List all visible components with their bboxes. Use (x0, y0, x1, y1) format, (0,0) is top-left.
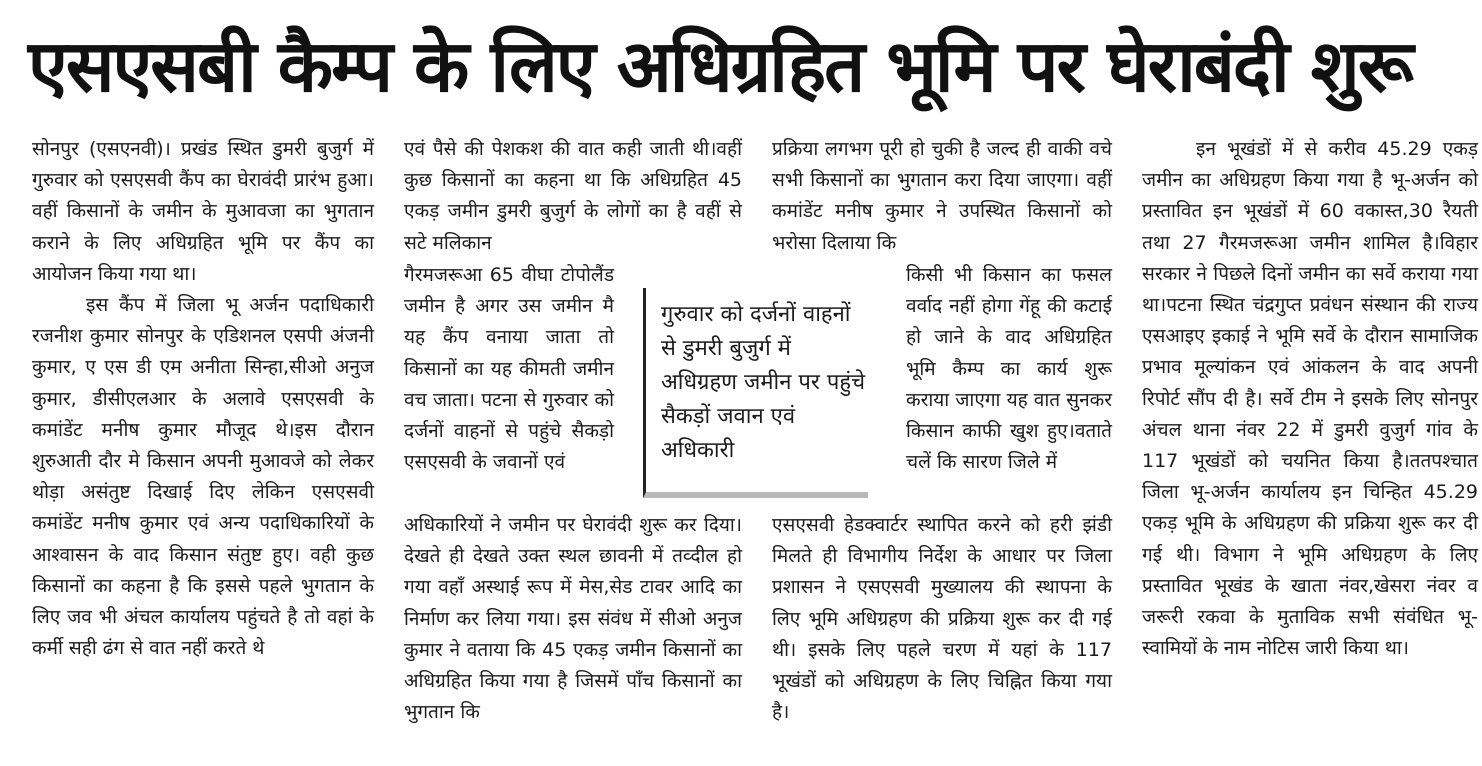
article-paragraph: सोनपुर (एसएनवी)। प्रखंड स्थित डुमरी बुजुर्ग में गुरुवार को एसएसवी कैंप का घेरावंदी प्रारंभ हुआ।वहीं किसानों के जमीन के मुआवजा का भुगतान कराने के लिए अधिग्रहित भूमि पर कैंप का आयोजन किया गया था। (32, 138, 374, 285)
pull-quote (643, 288, 868, 498)
article-column-2-wrap (404, 260, 614, 478)
headline: एसएसबी कैम्प के लिए अधिग्रहित भूमि पर घेराबंदी शुरू (28, 24, 1412, 108)
article-paragraph: किसी भी किसान का फसल वर्वाद नहीं होगा गेंहू की कटाई हो जाने के वाद अधिग्रहित भूमि कैम्प का कार्य शुरू कराया जाएगा यह वात सुनकर किसान काफी खुश हुए।वताते चलें कि सारण जिले में (906, 264, 1112, 474)
article-paragraph: अधिकारियों ने जमीन पर घेरावंदी शुरू कर दिया।देखते ही देखते उक्त स्थल छावनी में तव्दील हो गया वहाँ अस्थाई रूप में मेस,सेड टावर आदि का निर्माण कर लिया गया। इस संवंध में सीओ अनुज कुमार ने वताया कि 45 एकड़ जमीन किसानों का अधिग्रहित किया गया है जिसमें पाँच किसानों का भुगतान कि (404, 514, 742, 724)
article-paragraph: एसएसवी हेडक्वार्टर स्थापित करने को हरी झंडी मिलते ही विभागीय निर्देश के आधार पर जिला प्रशासन ने एसएसवी मुख्यालय की स्थापना के लिए भूमि अधिग्रहण की प्रक्रिया शुरू कर दी गई थी। इसके लिए पहले चरण में यहां के 117 भूखंडों को अधिग्रहण के लिए चिह्नित किया गया है। (772, 514, 1112, 724)
article-column-3-wrap (906, 260, 1112, 478)
article-column-2-bottom (404, 510, 742, 728)
article-column-3-top (772, 134, 1112, 259)
pull-quote-text: गुरुवार को दर्जनों वाहनों से डुमरी बुजुर्ग में अधिग्रहण जमीन पर पहुंचे सैकड़ों जवान एवं अधिकारी (661, 302, 866, 463)
article-paragraph: इस कैंप में जिला भू अर्जन पदाधिकारी रजनीश कुमार सोनपुर के एडिशनल एसपी अंजनी कुमार, ए एस डी एम अनीता सिन्हा,सीओ अनुज कुमार, डीसीएलआर के अलावे एसएसवी के कमांडेंट मनीष कुमार मौजूद थे।इस दौरान शुरुआती दौर मे किसान अपनी मुआवजे को लेकर थोड़ा असंतुष्ट दिखाई दिए लेकिन एसएसवी कमांडेंट मनीष कुमार एवं अन्य पदाधिकारियों के आश्वासन के वाद किसान संतुष्ट हुए। वही कुछ किसानों का कहना है कि इससे पहले भुगतान के लिए जव भी अंचल कार्यालय पहुंचते है तो वहां के कर्मी सही ढंग से वात नहीं करते थे (32, 294, 374, 660)
article-paragraph: प्रक्रिया लगभग पूरी हो चुकी है जल्द ही वाकी वचे सभी किसानों का भुगतान करा दिया जाएगा। वहीं कमांडेंट मनीष कुमार ने उपस्थित किसानों को भरोसा दिलाया कि (772, 138, 1112, 254)
article-paragraph: गैरमजरूआ 65 वीघा टोपोलैंड जमीन है अगर उस जमीन मै यह कैंप वनाया जाता तो किसानों का यह कीमती जमीन वच जाता। पटना से गुरुवार को दर्जनों वाहनों से पहुंचे सैकड़ो एसएसवी के जवानों एवं (404, 264, 614, 474)
article-paragraph: इन भूखंडों में से करीव 45.29 एकड़ जमीन का अधिग्रहण किया गया है भू-अर्जन को प्रस्तावित इन भूखंडों में 60 वकास्त,30 रैयती तथा 27 गैरमजरूआ जमीन शामिल है।विहार सरकार ने पिछले दिनों जमीन का सर्वे कराया गया था।पटना स्थित चंद्रगुप्त प्रवंधन संस्थान की राज्य एसआइए इकाई ने भूमि सर्वे के दौरान सामाजिक प्रभाव मूल्यांकन एवं आंकलन के वाद अपनी रिपोर्ट सौंप दी है। सर्वे टीम ने इसके लिए सोनपुर अंचल थाना नंवर 22 में डुमरी वुजुर्ग गांव के 117 भूखंडों को चयनित किया है।ततपश्चात जिला भू-अर्जन कार्यालय इन चिन्हित 45.29 एकड़ भूमि के अधिग्रहण की प्रक्रिया शुरू कर दी गई थी। विभाग ने भूमि अधिग्रहण के लिए प्रस्तावित भूखंड के खाता नंवर,खेसरा नंवर व जरूरी रकवा के मुताविक सभी संवंधित भू-स्वामियों के नाम नोटिस जारी किया था। (1142, 138, 1478, 660)
article-column-1 (32, 134, 374, 664)
article-column-4 (1142, 134, 1478, 664)
article-paragraph: एवं पैसे की पेशकश की वात कही जाती थी।वहीं कुछ किसानों का कहना था कि अधिग्रहित 45 एकड़ जमीन डुमरी बुजुर्ग के लोगों का है वहीं से सटे मलिकान (404, 138, 742, 254)
article-column-2-top (404, 134, 742, 259)
article-column-3-bottom (772, 510, 1112, 728)
